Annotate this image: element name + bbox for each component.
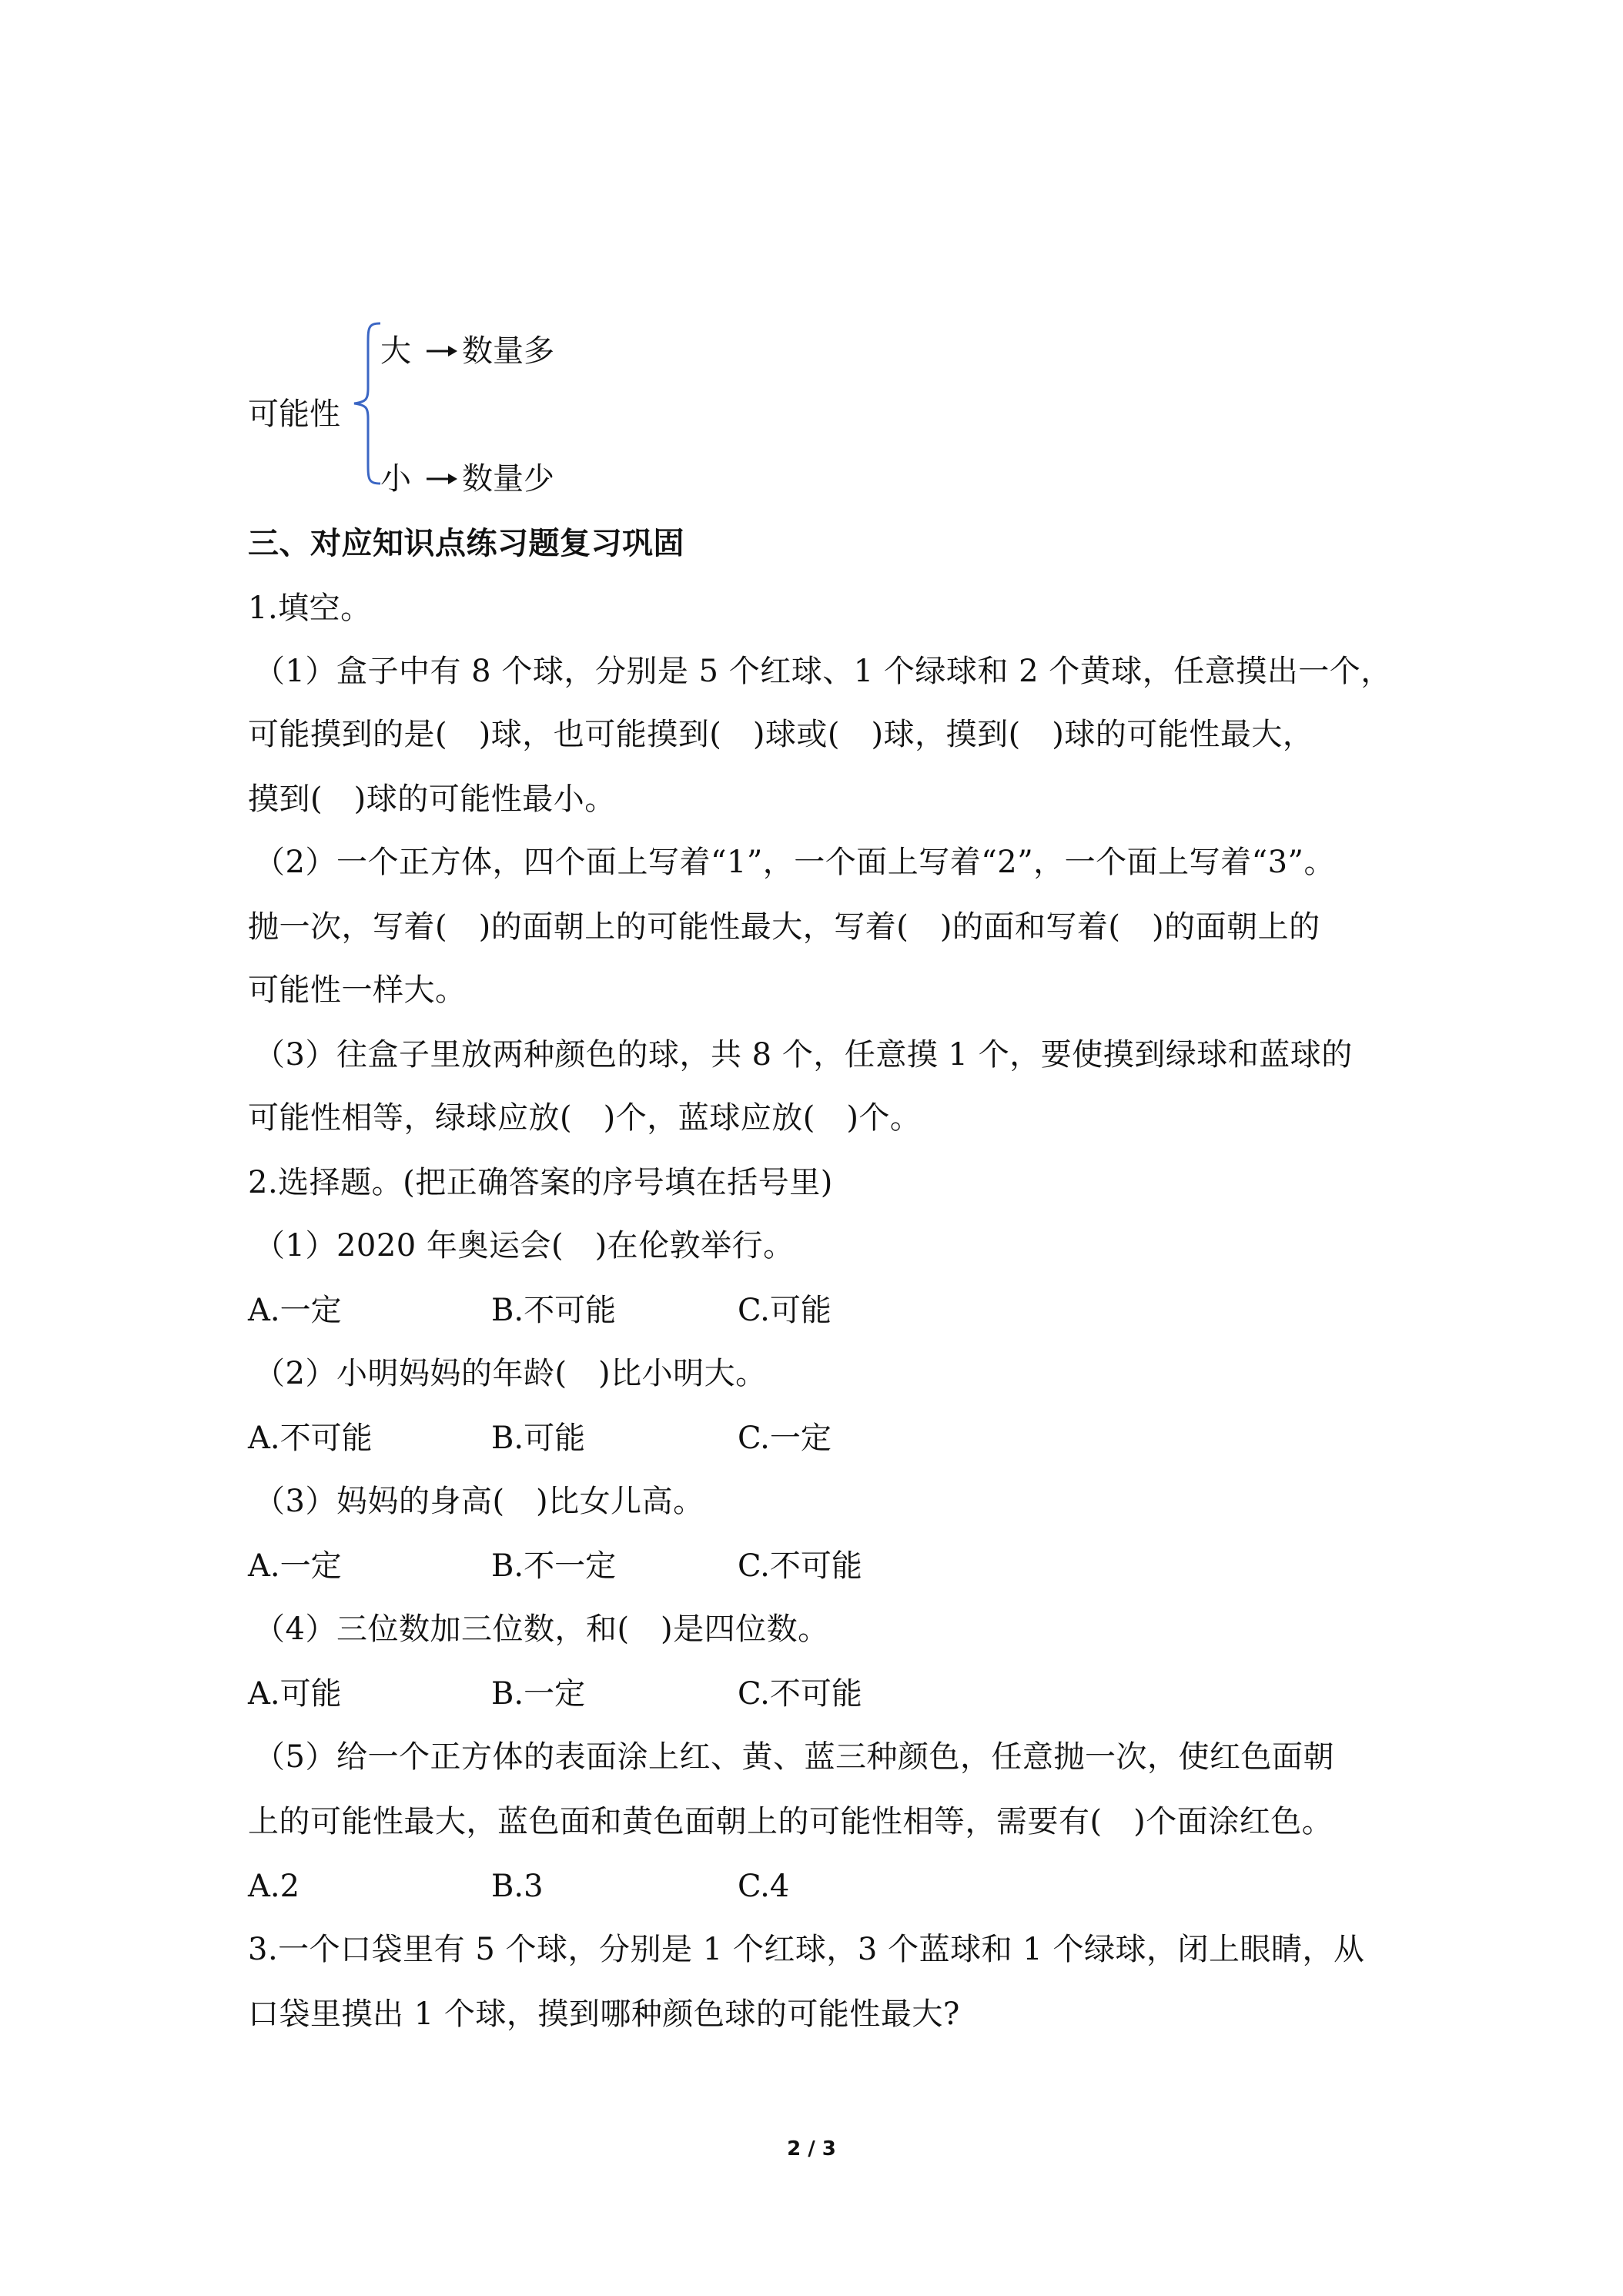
section-heading: 三、对应知识点练习题复习巩固 [248,526,684,561]
diagram-upper-result: 数量多 [462,333,554,369]
question-2-item-5-option-a: A.2 [248,1869,300,1904]
question-1-part-3-line-2: 可能性相等，绿球应放( )个，蓝球应放( )个。 [248,1100,922,1136]
question-2-title: 2.选择题。(把正确答案的序号填在括号里) [248,1165,833,1200]
question-2-item-1-option-c: C.可能 [738,1293,832,1328]
question-2-item-5-line-1: （5）给一个正方体的表面涂上红、黄、蓝三种颜色，任意抛一次，使红色面朝 [254,1739,1334,1775]
diagram-lower-result: 数量少 [462,461,554,497]
question-2-item-2-option-c: C.一定 [738,1421,832,1456]
question-2-item-1-stem: （1）2020 年奥运会( )在伦敦举行。 [254,1228,795,1263]
diagram-upper-label: 大 [380,333,411,369]
question-2-item-4-stem: （4）三位数加三位数，和( )是四位数。 [254,1612,829,1647]
diagram-root-label: 可能性 [248,397,340,432]
question-2-item-4-option-a: A.可能 [248,1676,342,1712]
question-2-item-2-stem: （2）小明妈妈的年龄( )比小明大。 [254,1356,767,1391]
question-3-line-1: 3.一个口袋里有 5 个球，分别是 1 个红球，3 个蓝球和 1 个绿球，闭上眼睛，从 [248,1932,1365,1967]
question-1-title: 1.填空。 [248,591,372,626]
diagram-lower-label: 小 [380,461,411,497]
question-3-line-2: 口袋里摸出 1 个球，摸到哪种颜色球的可能性最大? [248,1996,960,2032]
question-2-item-1-option-b: B.不可能 [491,1293,617,1328]
question-2-item-1-option-a: A.一定 [248,1293,342,1328]
question-1-part-2-line-1: （2）一个正方体，四个面上写着“1”，一个面上写着“2”，一个面上写着“3”。 [254,845,1335,880]
question-2-item-3-stem: （3）妈妈的身高( )比女儿高。 [254,1484,704,1519]
question-2-item-5-option-b: B.3 [491,1869,544,1904]
question-1-part-2-line-3: 可能性一样大。 [248,972,467,1008]
question-2-item-5-option-c: C.4 [738,1869,790,1904]
question-1-part-1-line-2: 可能摸到的是( )球，也可能摸到( )球或( )球，摸到( )球的可能性最大， [248,717,1314,752]
question-2-item-2-option-b: B.可能 [491,1421,586,1456]
question-2-item-3-option-c: C.不可能 [738,1548,862,1584]
question-1-part-1-line-1: （1）盒子中有 8 个球，分别是 5 个红球、1 个绿球和 2 个黄球，任意摸出一个， [254,654,1392,689]
arrow-right-icon [425,471,459,487]
page-number: 2 / 3 [787,2137,836,2160]
question-1-part-3-line-1: （3）往盒子里放两种颜色的球，共 8 个，任意摸 1 个，要使摸到绿球和蓝球的 [254,1037,1353,1073]
question-2-item-2-option-a: A.不可能 [248,1421,373,1456]
question-2-item-3-option-b: B.不一定 [491,1548,617,1584]
question-2-item-3-option-a: A.一定 [248,1548,342,1584]
question-2-item-4-option-c: C.不可能 [738,1676,862,1712]
question-1-part-2-line-2: 抛一次，写着( )的面朝上的可能性最大，写着( )的面和写着( )的面朝上的 [248,909,1320,945]
arrow-right-icon [425,343,459,359]
question-2-item-4-option-b: B.一定 [491,1676,586,1712]
question-1-part-1-line-3: 摸到( )球的可能性最小。 [248,782,616,817]
question-2-item-5-line-2: 上的可能性最大，蓝色面和黄色面朝上的可能性相等，需要有( )个面涂红色。 [248,1804,1334,1839]
